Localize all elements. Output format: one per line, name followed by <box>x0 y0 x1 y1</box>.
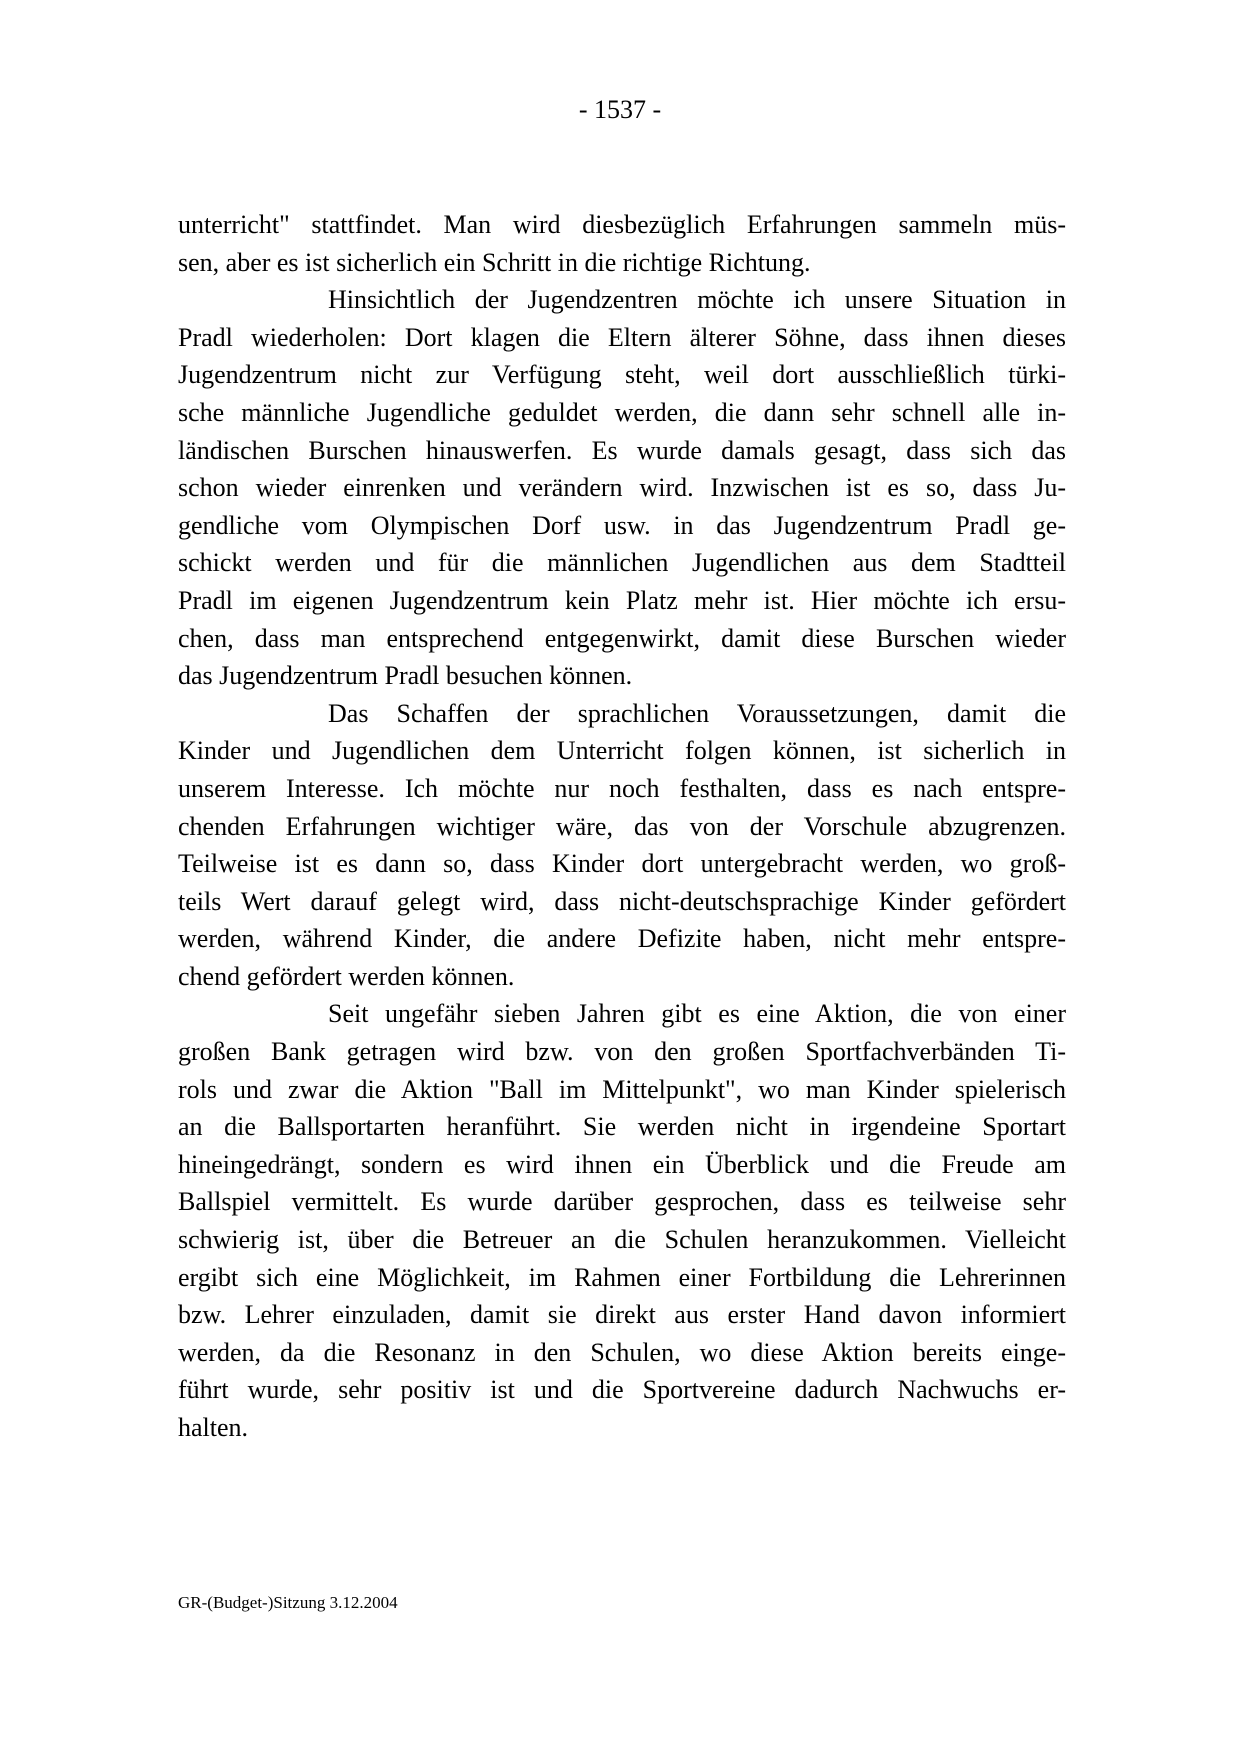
text-line: sen, aber es ist sicherlich ein Schritt in die richtige Richtung. <box>178 247 811 277</box>
page-number: - 1537 - <box>578 95 662 124</box>
paragraph <box>178 281 1066 695</box>
text-line: sche männliche Jugendliche geduldet werden, die dann sehr schnell alle in- <box>178 397 1066 427</box>
text-line: unserem Interesse. Ich möchte nur noch festhalten, dass es nach entspre- <box>178 773 1066 803</box>
text-line: das Jugendzentrum Pradl besuchen können. <box>178 661 633 691</box>
text-line: rols und zwar die Aktion "Ball im Mittelpunkt", wo man Kinder spielerisch <box>178 1074 1066 1104</box>
text-line: schon wieder einrenken und verändern wird. Inzwischen ist es so, dass Ju- <box>178 473 1066 503</box>
text-line: ergibt sich eine Möglichkeit, im Rahmen einer Fortbildung die Lehrerinnen <box>178 1262 1066 1292</box>
text-line: Seit ungefähr sieben Jahren gibt es eine Aktion, die von einer <box>328 999 1066 1029</box>
text-line: halten. <box>178 1413 249 1442</box>
text-line: Das Schaffen der sprachlichen Voraussetzungen, damit die <box>328 698 1066 728</box>
text-line: schwierig ist, über die Betreuer an die Schulen heranzukommen. Vielleicht <box>178 1225 1066 1255</box>
text-line: Teilweise ist es dann so, dass Kinder dort untergebracht werden, wo groß- <box>178 849 1066 879</box>
text-line: Hinsichtlich der Jugendzentren möchte ich unsere Situation in <box>328 285 1066 315</box>
text-line: großen Bank getragen wird bzw. von den großen Sportfachverbänden Ti- <box>178 1037 1066 1067</box>
text-line: unterricht" stattfindet. Man wird diesbezüglich Erfahrungen sammeln müs- <box>178 210 1066 239</box>
document-body <box>178 206 1066 1447</box>
text-line: teils Wert darauf gelegt wird, dass nicht-deutschsprachige Kinder gefördert <box>178 886 1066 916</box>
paragraph <box>178 995 1066 1446</box>
text-line: schickt werden und für die männlichen Jugendlichen aus dem Stadtteil <box>178 548 1066 578</box>
text-line: ländischen Burschen hinauswerfen. Es wurde damals gesagt, dass sich das <box>178 435 1066 465</box>
text-line: führt wurde, sehr positiv ist und die Sportvereine dadurch Nachwuchs er- <box>178 1375 1066 1405</box>
text-line: bzw. Lehrer einzuladen, damit sie direkt aus erster Hand davon informiert <box>178 1300 1066 1330</box>
text-line: hineingedrängt, sondern es wird ihnen ein Überblick und die Freude am <box>178 1149 1066 1179</box>
text-line: werden, während Kinder, die andere Defizite haben, nicht mehr entspre- <box>178 924 1066 954</box>
text-line: Jugendzentrum nicht zur Verfügung steht, weil dort ausschließlich türki- <box>178 360 1066 390</box>
paragraph <box>178 206 1066 281</box>
text-line: an die Ballsportarten heranführt. Sie werden nicht in irgendeine Sportart <box>178 1112 1066 1142</box>
text-line: chenden Erfahrungen wichtiger wäre, das von der Vorschule abzugrenzen. <box>178 811 1066 841</box>
text-line: gendliche vom Olympischen Dorf usw. in das Jugendzentrum Pradl ge- <box>178 510 1066 540</box>
text-line: Ballspiel vermittelt. Es wurde darüber gesprochen, dass es teilweise sehr <box>178 1187 1066 1217</box>
text-line: Kinder und Jugendlichen dem Unterricht folgen können, ist sicherlich in <box>178 736 1066 766</box>
text-line: chen, dass man entsprechend entgegenwirkt, damit diese Burschen wieder <box>178 623 1066 653</box>
paragraph <box>178 695 1066 996</box>
text-line: Pradl im eigenen Jugendzentrum kein Platz mehr ist. Hier möchte ich ersu- <box>178 585 1066 615</box>
text-line: werden, da die Resonanz in den Schulen, wo diese Aktion bereits einge- <box>178 1337 1066 1367</box>
footer-session-info: GR-(Budget-)Sitzung 3.12.2004 <box>178 1593 398 1612</box>
text-line: Pradl wiederholen: Dort klagen die Eltern älterer Söhne, dass ihnen dieses <box>178 322 1066 352</box>
text-line: chend gefördert werden können. <box>178 961 515 991</box>
